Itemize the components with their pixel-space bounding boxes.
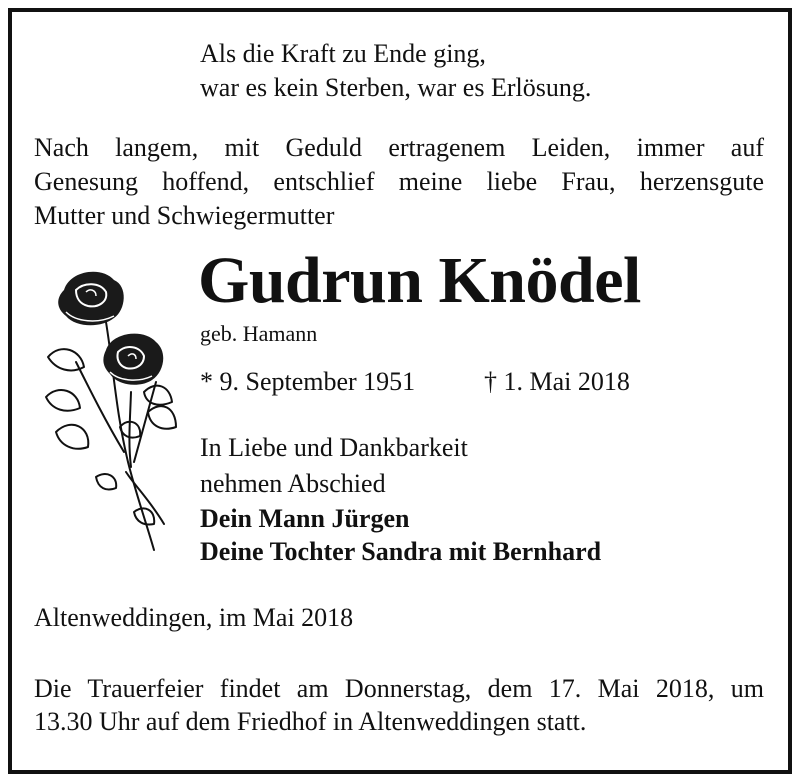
- deceased-name: Gudrun Knödel: [198, 244, 641, 317]
- mourner-2: Deine Tochter Sandra mit Bernhard: [200, 537, 602, 566]
- motto-line-2: war es kein Sterben, war es Erlösung.: [200, 73, 592, 102]
- funeral-line-2: 13.30 Uhr auf dem Friedhof in Altenweddingen statt.: [34, 707, 587, 736]
- place-date: Altenweddingen, im Mai 2018: [34, 603, 354, 632]
- mourner-1: Dein Mann Jürgen: [200, 504, 410, 533]
- funeral-line-1: Die Trauerfeier findet am Donnerstag, dem 17. Mai 2018, um: [34, 674, 764, 703]
- death-date: † 1. Mai 2018: [484, 367, 630, 396]
- farewell-line-2: nehmen Abschied: [200, 469, 386, 498]
- motto-line-1: Als die Kraft zu Ende ging,: [200, 39, 486, 68]
- maiden-name: geb. Hamann: [200, 321, 318, 346]
- intro-line-1: Nach langem, mit Geduld ertragenem Leiden, immer auf: [34, 133, 764, 162]
- rose-icon: [36, 262, 186, 554]
- intro-line-2: Genesung hoffend, entschlief meine liebe Frau, herzensgute: [34, 167, 764, 196]
- intro-line-3: Mutter und Schwiegermutter: [34, 201, 335, 230]
- birth-date: * 9. September 1951: [200, 367, 416, 396]
- farewell-line-1: In Liebe und Dankbarkeit: [200, 433, 468, 462]
